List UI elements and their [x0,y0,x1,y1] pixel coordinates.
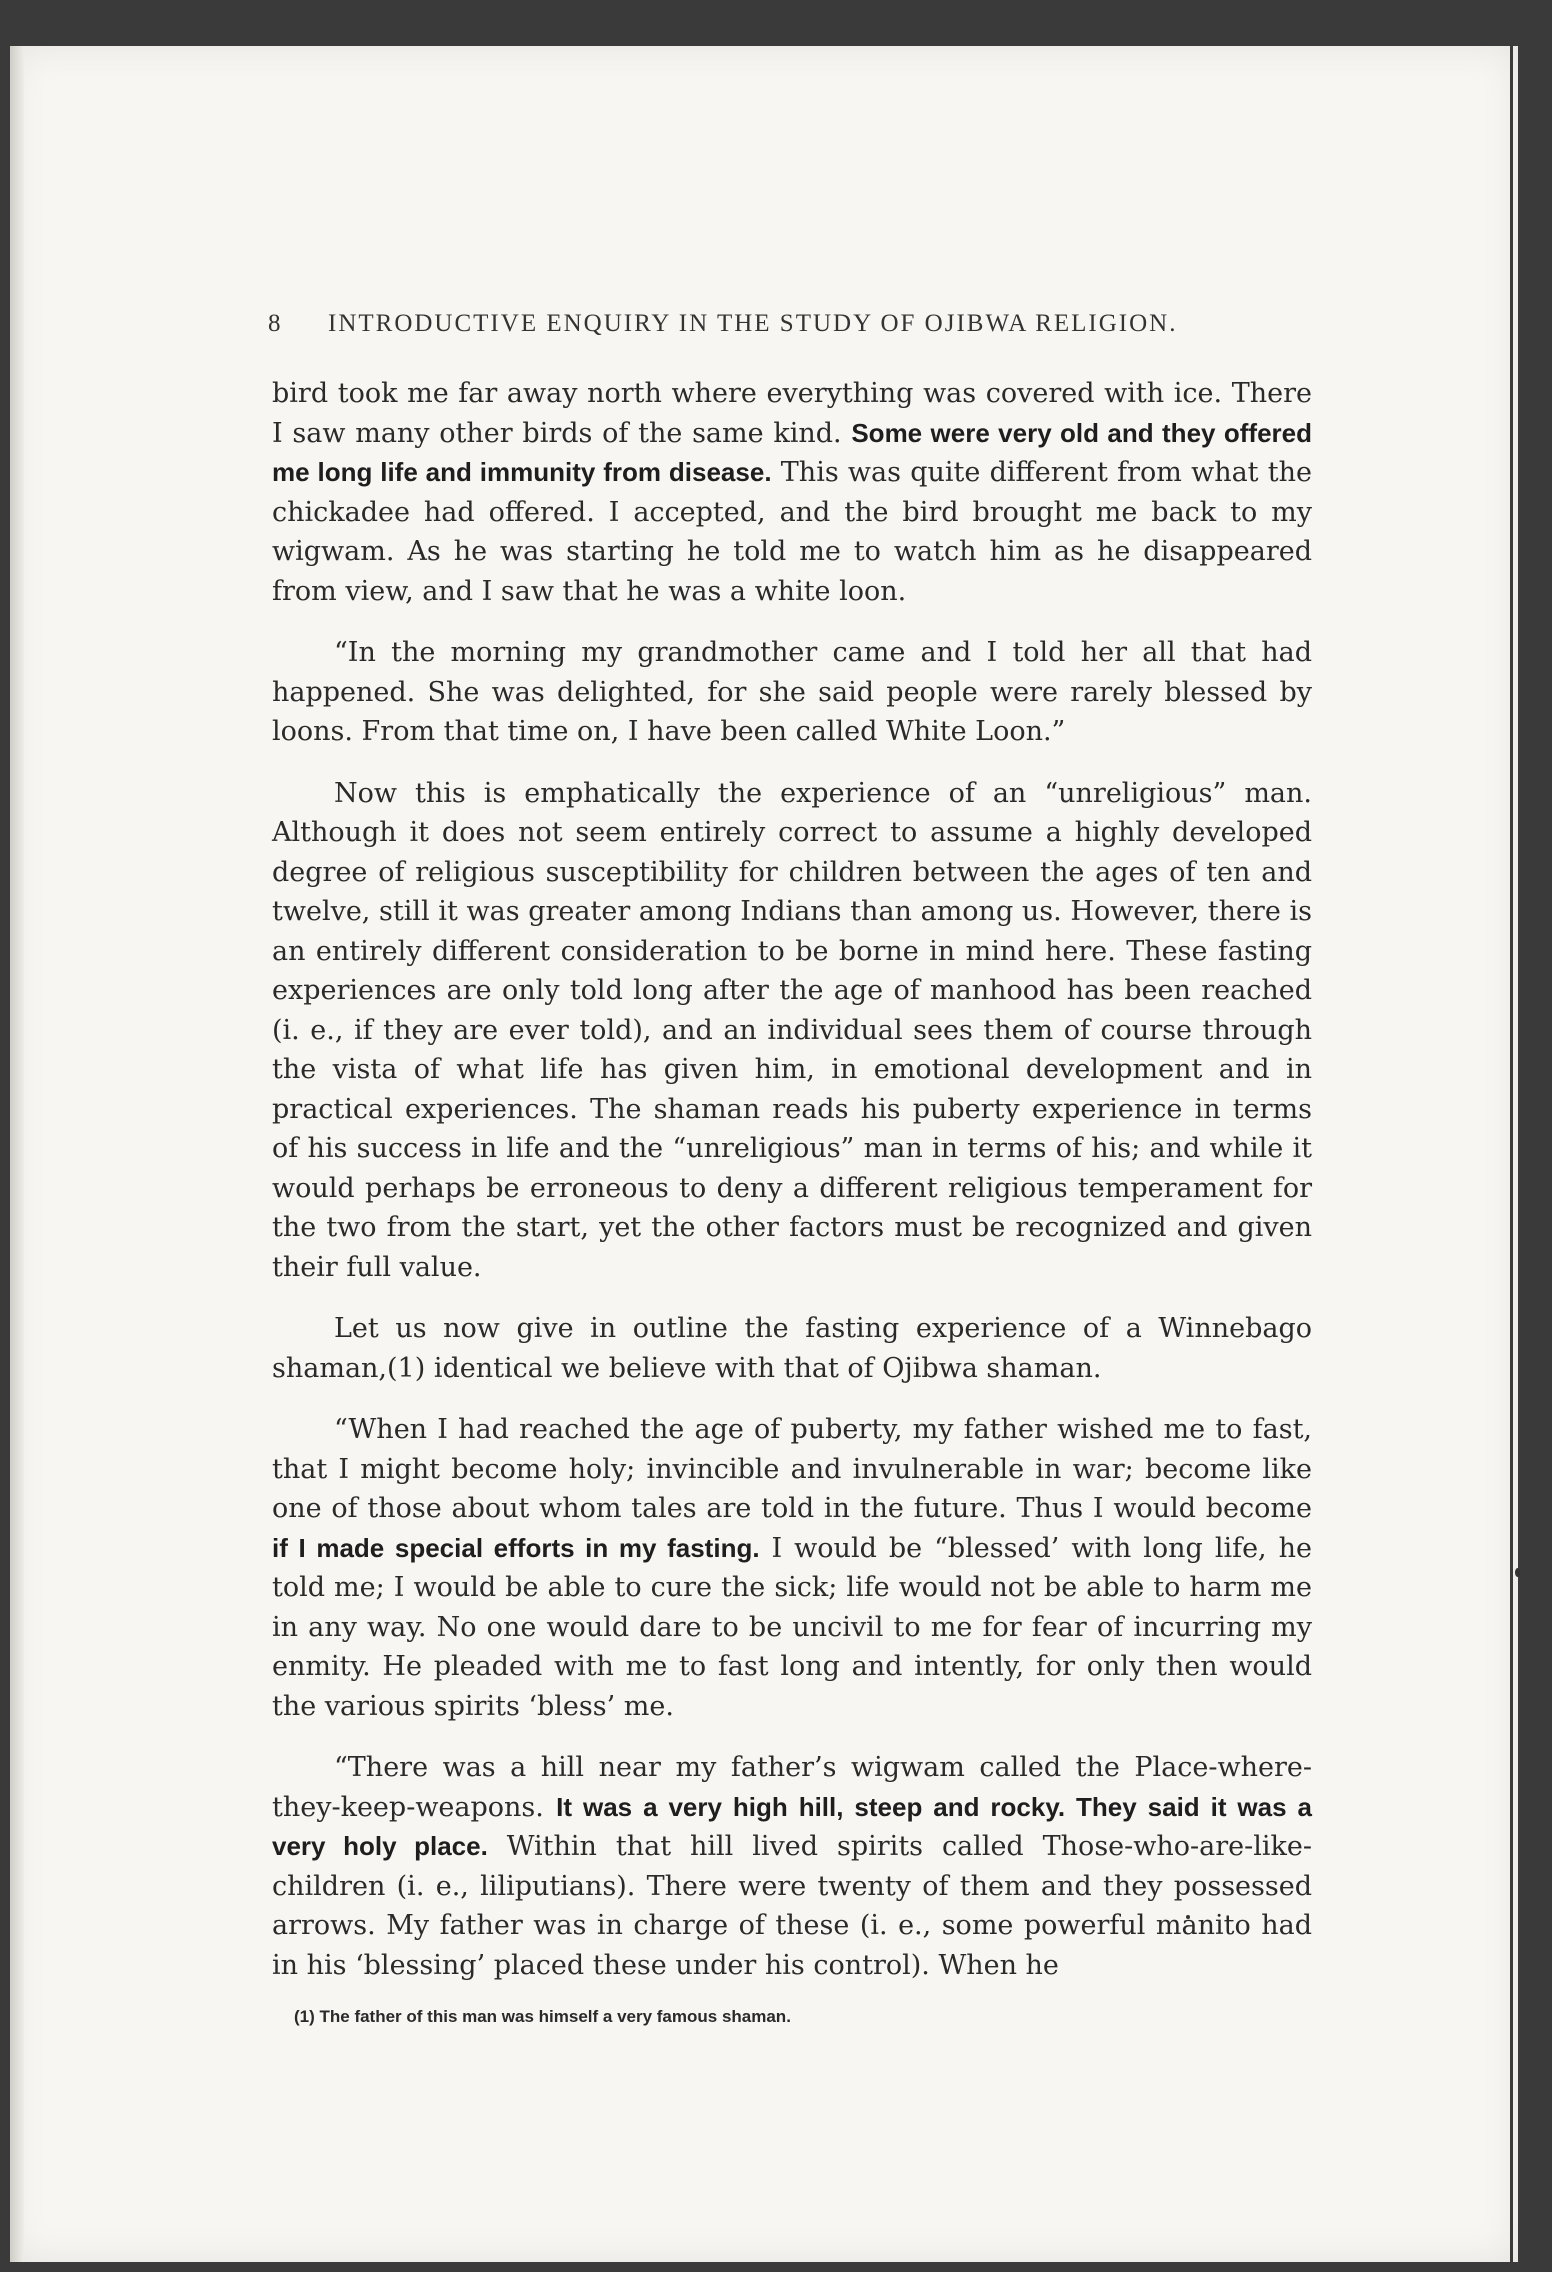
page-left-edge [10,46,24,2262]
paragraph [272,1410,1312,1726]
running-title: INTRODUCTIVE ENQUIRY IN THE STUDY OF OJIBWA RELIGION. [328,310,1178,337]
text-run-bold: if I made special efforts in my fasting. [272,1532,760,1563]
text-run-bold: It was a very high hill, steep and rocky. They said it was a very holy place. [272,1791,1312,1861]
text-run: “There was a hill near my father’s wigwam called the Place-where-they-keep-weapons. [272,1752,1312,1823]
paragraph [272,633,1312,752]
ink-speck [1515,1568,1520,1577]
text-run: “When I had reached the age of puberty, my father wished me to fast, that I might become holy; invincible and invulnerable in war; become like one of those about whom tales are told in the future. Thus I would become [272,1414,1312,1524]
paragraph [272,1748,1312,1985]
text-run-bold: Some were very old and they offered me long life and immunity from disease. [272,417,1312,487]
text-run: Within that hill lived spirits called Those-who-are-like-children (i. e., liliputians). There were twenty of them and they possessed arrows. My father was in charge of these (i. e., some powerful manito had in his ‘blessing’ placed these under his control). When he [272,1831,1312,1981]
text-run: Let us now give in outline the fasting experience of a Winnebago shaman,(1) identical we believe with that of Ojibwa shaman. [272,1313,1312,1384]
footnote: (1) The father of this man was himself a very famous shaman. [294,2007,791,2026]
paragraph [272,1309,1312,1388]
page-text-block [268,310,1312,2027]
page-right-rule [1510,46,1513,2262]
running-header [268,310,1312,338]
text-run: bird took me far away north where everything was covered with ice. There I saw many other birds of the same kind. [272,378,1312,449]
text-run: Now this is emphatically the experience of an “unreligious” man. Although it does not seem entirely correct to assume a highly developed degree of religious susceptibility for children between the ages of ten and twelve, still it was greater among Indians than among us. However, there is an entirely different consideration to be borne in mind here. These fasting experiences are only told long after the age of manhood has been reached (i. e., if they are ever told), and an individual sees them of course through the vista of what life has given him, in emotional development and in practical experiences. The shaman reads his puberty experience in terms of his success in life and the “unreligious” man in terms of his; and while it would perhaps be erroneous to deny a different religious temperament for the two from the start, yet the other factors must be recognized and given their full value. [272,777,1312,1283]
text-run: “In the morning my grandmother came and I told her all that had happened. She was delighted, for she said people were rarely blessed by loons. From that time on, I have been called White Loon.” [272,637,1312,747]
paragraph [272,374,1312,611]
paragraph [272,774,1312,1288]
text-run: This was quite different from what the chickadee had offered. I accepted, and the bird brought me back to my wigwam. As he was starting he told me to watch him as he disappeared from view, and I saw that he was a white loon. [272,457,1312,607]
page-number: 8 [268,310,283,337]
text-run: I would be “blessed’ with long life, he told me; I would be able to cure the sick; life would not be able to harm me in any way. No one would dare to be uncivil to me for fear of incurring my enmity. He pleaded with me to fast long and intently, for only then would the various spirits ‘bless’ me. [272,1532,1312,1722]
